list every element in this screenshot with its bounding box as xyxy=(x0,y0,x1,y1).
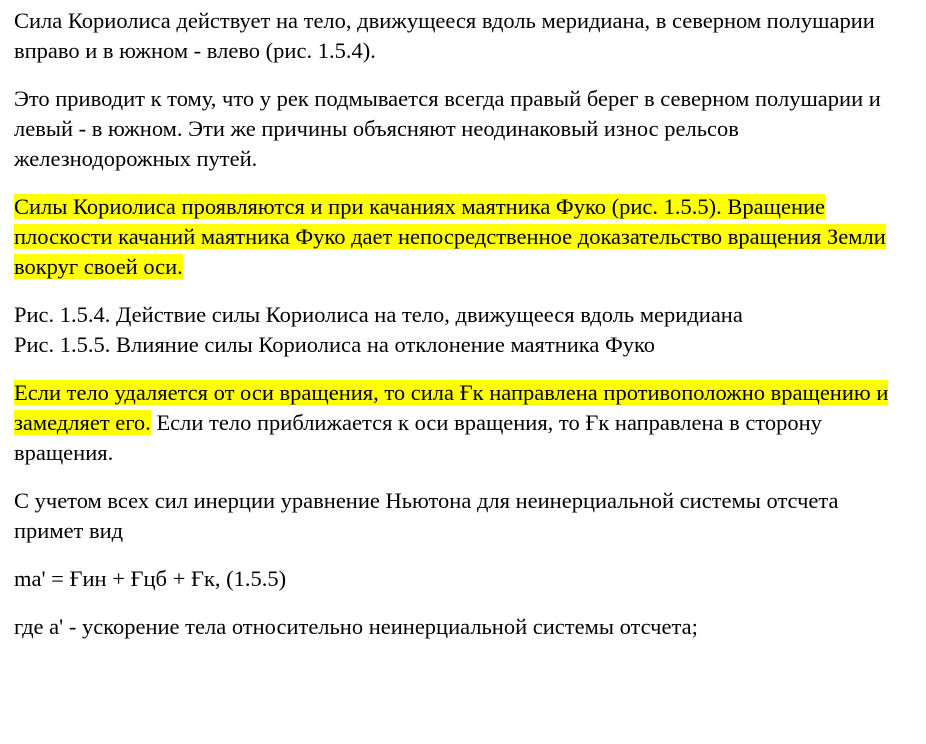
equation-1-5-5: ma' = Ғин + Ғцб + Ғк, (1.5.5) xyxy=(14,566,287,591)
paragraph-force-direction-plain: Если тело приближается к оси вращения, то Ғк направлена в сторону вращения. xyxy=(14,410,822,465)
paragraph-force-direction xyxy=(14,378,912,468)
paragraph-newton-equation-intro: С учетом всех сил инерции уравнение Ньютона для неинерциальной системы отсчета примет вид xyxy=(14,488,839,543)
highlight-span-force-away: Если тело удаляется от оси вращения, то сила Ғк направлена противоположно вращению и замедляет его. xyxy=(14,380,889,435)
paragraph-variable-definition: где a' - ускорение тела относительно неинерциальной системы отсчета; xyxy=(14,614,698,639)
paragraph-coriolis-meridian: Сила Кориолиса действует на тело, движущееся вдоль меридиана, в северном полушарии вправо и в южном - влево (рис. 1.5.4). xyxy=(14,8,875,63)
highlight-span-foucault: Силы Кориолиса проявляются и при качаниях маятника Фуко (рис. 1.5.5). Вращение плоскости качаний маятника Фуко дает непосредственное доказательство вращения Земли вокруг своей оси. xyxy=(14,194,886,279)
paragraph-foucault-pendulum-highlighted xyxy=(14,192,912,282)
paragraph-river-banks-rails: Это приводит к тому, что у рек подмывается всегда правый берег в северном полушарии и левый - в южном. Эти же причины объясняют неодинаковый износ рельсов железнодорожных путей. xyxy=(14,86,881,171)
figure-caption-1-5-5: Рис. 1.5.5. Влияние силы Кориолиса на отклонение маятника Фуко xyxy=(14,332,656,357)
figure-caption-1-5-4: Рис. 1.5.4. Действие силы Кориолиса на тело, движущееся вдоль меридиана xyxy=(14,302,743,327)
